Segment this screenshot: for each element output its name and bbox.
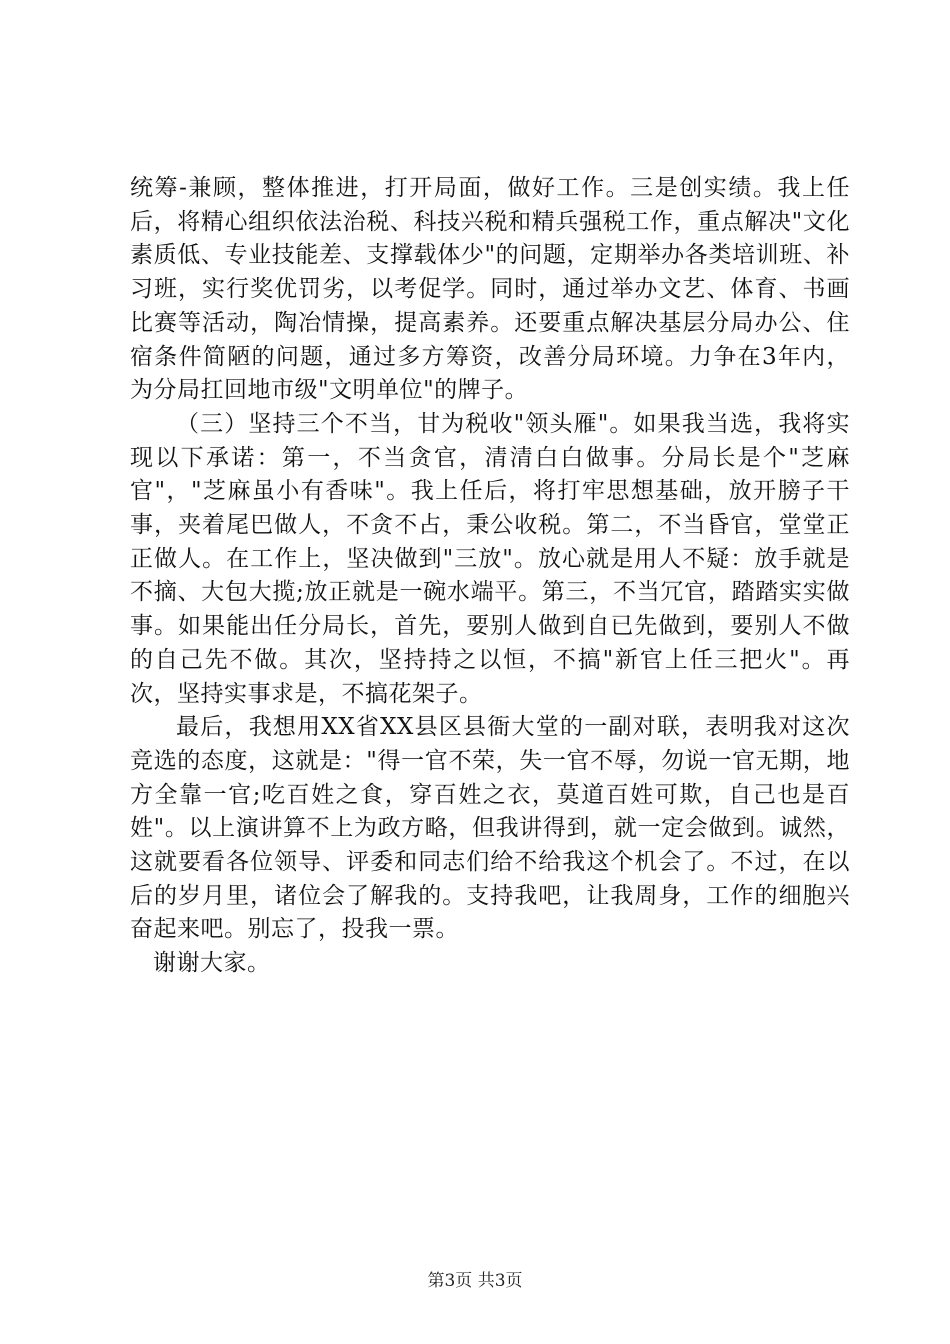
paragraph-continuation: 统筹-兼顾，整体推进，打开局面，做好工作。三是创实绩。我上任后，将精心组织依法治税、科技兴税和精兵强税工作，重点解决"文化素质低、专业技能差、支撑载体少"的问题，定期举办各类培训班、补习班，实行奖优罚劣，以考促学。同时，通过举办文艺、体育、书画比赛等活动，陶冶情操，提高素养。还要重点解决基层分局办公、住宿条件简陋的问题，通过多方筹资，改善分局环境。力争在3年内，为分局扛回地市级"文明单位"的牌子。 [130, 175, 850, 404]
paragraph-thanks: 谢谢大家。 [153, 950, 271, 977]
paragraph-closing-couplet: 最后，我想用XX省XX县区县衙大堂的一副对联，表明我对这次竞选的态度，这就是："得一官不荣，失一官不辱，勿说一官无期，地方全靠一官;吃百姓之食，穿百姓之衣，莫道百姓可欺，自己也是百姓"。以上演讲算不上为政方略，但我讲得到，就一定会做到。诚然，这就要看各位领导、评委和同志们给不给我这个机会了。不过，在以后的岁月里，诸位会了解我的。支持我吧，让我周身，工作的细胞兴奋起来吧。别忘了，投我一票。 [130, 714, 850, 943]
paragraph-three-not-to-be: （三）坚持三个不当，甘为税收"领头雁"。如果我当选，我将实现以下承诺：第一，不当贪官，清清白白做事。分局长是个"芝麻官"，"芝麻虽小有香味"。我上任后，将打牢思想基础，放开膀子干事，夹着尾巴做人，不贪不占，秉公收税。第二，不当昏官，堂堂正正做人。在工作上，坚决做到"三放"。放心就是用人不疑：放手就是不摘、大包大揽;放正就是一碗水端平。第三，不当冗官，踏踏实实做事。如果能出任分局长，首先，要别人做到自已先做到，要别人不做的自己先不做。其次，坚持持之以恒，不搞"新官上任三把火"。再次，坚持实事求是，不搞花架子。 [130, 410, 850, 707]
page-footer: 第3页 共3页 [427, 1271, 523, 1291]
document-body [130, 172, 850, 981]
